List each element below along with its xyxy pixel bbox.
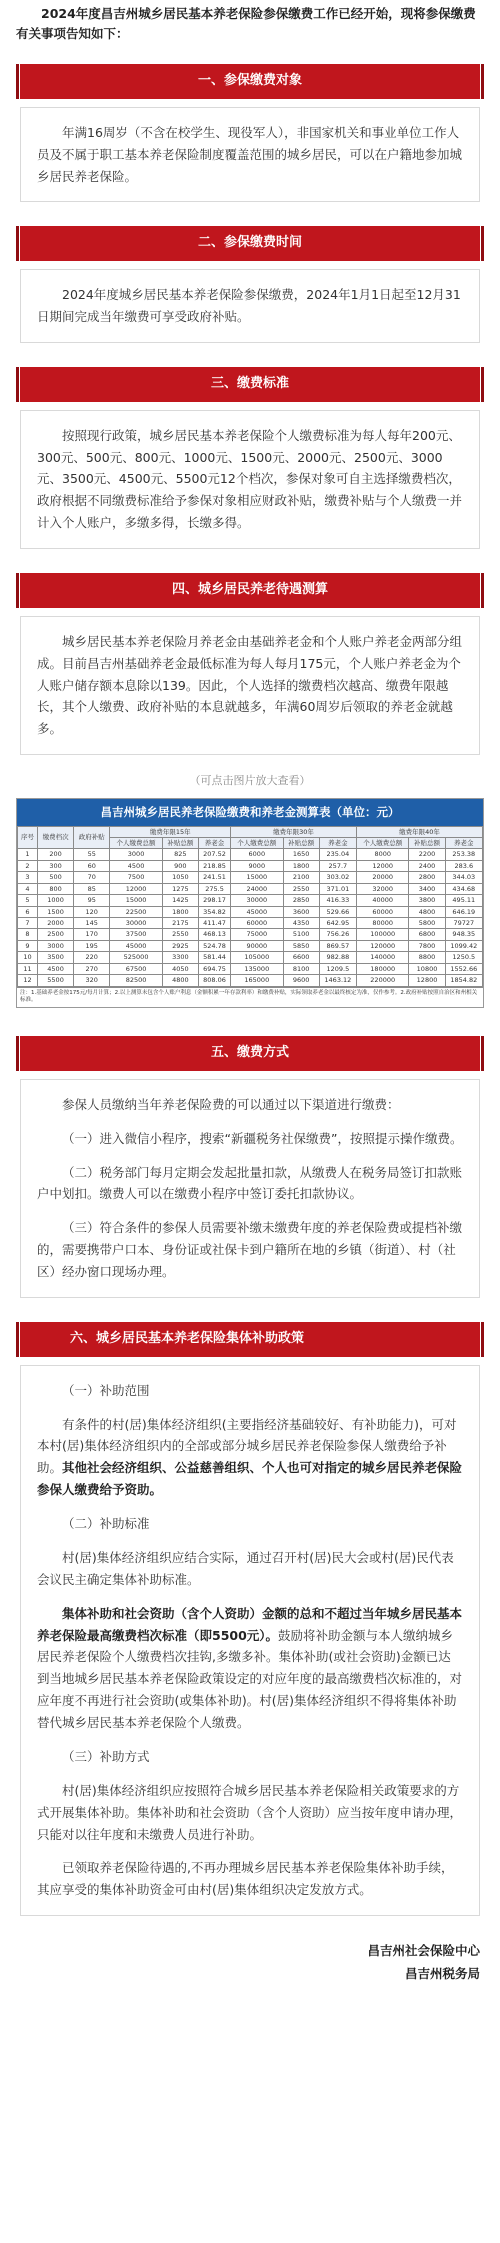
table-cell: 5100 [283,929,319,940]
table-cell: 1552.66 [445,963,482,974]
table-cell: 1099.42 [445,940,482,951]
table-cell: 5800 [409,918,445,929]
table-cell: 7500 [110,872,162,883]
table-note: 注：1.基础养老金按175元/每月计算；2.以上测算未包含个人账户利息（金额积累一年存款利率）和缴费补贴，实际领取养老金以最终核定为准，仅作参考。2.政府补贴按照自治区和州相关标准。 [17,987,483,1007]
table-cell: 869.57 [319,940,356,951]
signature-line-1: 昌吉州社会保险中心 [367,1943,480,1959]
section-title-2: 二、参保缴费时间 [20,226,480,261]
table-cell: 145 [74,918,110,929]
table-cell: 3000 [110,849,162,860]
section-6-text-1 [37,1414,463,1502]
th-no: 序号 [18,826,38,849]
table-cell: 9000 [231,860,283,871]
section-6-text-2: 村(居)集体经济组织应结合实际，通过召开村(居)民大会或村(居)民代表会议民主确定集体补助标准。 [37,1549,454,1587]
table-cell: 3500 [37,952,73,963]
table-cell: 524.78 [198,940,230,951]
table-cell: 6000 [231,849,283,860]
section-2-text: 2024年度城乡居民基本养老保险参保缴费，2024年1月1日起至12月31日期间完成当年缴费可享受政府补贴。 [37,287,461,324]
image-hint: （可点击图片放大查看） [189,774,311,788]
th-30-c: 养老金 [319,837,356,848]
table-cell: 135000 [231,963,283,974]
th-40-a: 个人缴费总额 [357,837,409,848]
table-cell: 6600 [283,952,319,963]
table-cell: 12000 [357,860,409,871]
signature-line-2: 昌吉州税务局 [404,1965,480,1981]
section-title-3: 三、缴费标准 [20,367,480,402]
section-box-4 [20,616,480,755]
table-cell: 85 [74,883,110,894]
table-cell: 120 [74,906,110,917]
table-cell: 30000 [110,918,162,929]
section-5-text-3: （三）符合条件的参保人员需要补缴未缴费年度的养老保险费或提档补缴的，需要携带户口本、身份证或社保卡到户籍所在地的乡镇（街道）、村（社区）经办窗口现场办理。 [37,1220,463,1279]
table-cell: 298.17 [198,895,230,906]
table-cell: 4050 [162,963,198,974]
table-cell: 180000 [357,963,409,974]
table-cell: 218.85 [198,860,230,871]
table-cell: 2100 [283,872,319,883]
table-cell: 90000 [231,940,283,951]
table-cell: 948.35 [445,929,482,940]
table-cell: 40000 [357,895,409,906]
section-1-text: 年满16周岁（不含在校学生、现役军人），非国家机关和事业单位工作人员及不属于职工基本养老保险制度覆盖范围的城乡居民，可以在户籍地参加城乡居民养老保险。 [37,124,463,184]
section-box-6 [20,1365,480,1917]
section-box-5 [20,1079,480,1298]
table-cell: 79727 [445,918,482,929]
table-cell: 4500 [37,963,73,974]
table-row [18,963,483,974]
table-cell: 1650 [283,849,319,860]
table-cell: 257.7 [319,860,356,871]
pension-table [17,826,483,987]
th-15-c: 养老金 [198,837,230,848]
th-tier: 缴费档次 [37,826,73,849]
table-title: 昌吉州城乡居民养老保险缴费和养老金测算表（单位：元） [17,799,483,825]
table-cell: 12800 [409,975,445,986]
table-cell: 60 [74,860,110,871]
th-15-a: 个人缴费总额 [110,837,162,848]
section-6-text-5: 已领取养老保险待遇的,不再办理城乡居民基本养老保险集体补助手续，其应享受的集体补助资金可由村(居)集体组织决定发放方式。 [37,1860,454,1898]
table-cell: 8800 [409,952,445,963]
section-title-5: 五、缴费方式 [20,1036,480,1071]
table-cell: 105000 [231,952,283,963]
table-cell: 416.33 [319,895,356,906]
table-cell: 170 [74,929,110,940]
table-cell: 75000 [231,929,283,940]
table-cell: 694.75 [198,963,230,974]
table-cell: 3300 [162,952,198,963]
intro-text: 2024年度昌吉州城乡居民基本养老保险参保缴费工作已经开始，现将参保缴费有关事项告知如下： [16,6,476,41]
table-cell: 2500 [37,929,73,940]
th-40-b: 补贴总额 [409,837,445,848]
table-cell: 646.19 [445,906,482,917]
section-6-sub-1: （一）补助范围 [62,1382,150,1398]
table-cell: 165000 [231,975,283,986]
table-cell: 825 [162,849,198,860]
table-cell: 434.68 [445,883,482,894]
table-cell: 7 [18,918,38,929]
table-cell: 800 [37,883,73,894]
section-3-text: 按照现行政策，城乡居民基本养老保险个人缴费标准为每人每年200元、300元、500元、800元、1000元、1500元、2000元、2500元、3000元、3500元、4500元、5500元12个档次，参保对象可自主选择缴费档次，政府根据不同缴费标准给予参保对象相应财政补贴，缴费补贴与个人缴费一并计入个人账户，多缴多得，长缴多得。 [37,427,463,531]
section-6-text-3 [37,1603,463,1734]
table-cell: 2850 [283,895,319,906]
table-cell: 1000 [37,895,73,906]
table-row [18,940,483,951]
table-cell: 6800 [409,929,445,940]
table-cell: 3600 [283,906,319,917]
table-cell: 9 [18,940,38,951]
table-cell: 371.01 [319,883,356,894]
table-cell: 2200 [409,849,445,860]
section-6-text-3a: 集体补助和社会资助（含个人资助）金额的总和不超过当年城乡居民基本养老保险最高缴费档次标准（即5500元）。 [37,1605,463,1643]
table-cell: 1854.82 [445,975,482,986]
section-box-1 [20,107,480,203]
table-cell: 11 [18,963,38,974]
table-cell: 22500 [110,906,162,917]
table-cell: 220 [74,952,110,963]
table-cell: 24000 [231,883,283,894]
table-cell: 3400 [409,883,445,894]
table-cell: 303.02 [319,872,356,883]
section-5-text-1: （一）进入微信小程序，搜索“新疆税务社保缴费”，按照提示操作缴费。 [62,1130,463,1146]
table-cell: 4350 [283,918,319,929]
table-cell: 5 [18,895,38,906]
table-cell: 67500 [110,963,162,974]
table-cell: 195 [74,940,110,951]
section-title-4: 四、城乡居民养老待遇测算 [20,573,480,608]
table-cell: 3800 [409,895,445,906]
pension-table-image[interactable] [16,798,484,1008]
section-box-2 [20,269,480,343]
section-4-text: 城乡居民基本养老保险月养老金由基础养老金和个人账户养老金两部分组成。目前昌吉州基础养老金最低标准为每人每月175元，个人账户养老金为个人账户储存额本息除以139。因此，个人选择的缴费档次越高、缴费年限越长，其个人缴费、政府补贴的本息就越多，年满60周岁后领取的养老金就越多。 [37,633,463,737]
table-cell: 283.6 [445,860,482,871]
table-cell: 235.04 [319,849,356,860]
table-row [18,849,483,860]
table-cell: 4500 [110,860,162,871]
section-title-6: 六、城乡居民基本养老保险集体补助政策 [20,1322,480,1357]
table-row [18,906,483,917]
table-cell: 270 [74,963,110,974]
table-cell: 529.66 [319,906,356,917]
table-cell: 495.11 [445,895,482,906]
table-cell: 1250.5 [445,952,482,963]
th-15-b: 补贴总额 [162,837,198,848]
table-cell: 200 [37,849,73,860]
section-6-text-1a: 有条件的村(居)集体经济组织(主要指经济基础较好、有补助能力)，可对本村(居)集体经济组织内的全部或部分城乡居民养老保险参保人缴费给予补助。 [37,1416,457,1476]
table-cell: 1425 [162,895,198,906]
table-cell: 241.51 [198,872,230,883]
table-cell: 4800 [409,906,445,917]
table-cell: 80000 [357,918,409,929]
table-row [18,975,483,986]
table-cell: 45000 [231,906,283,917]
table-cell: 1463.12 [319,975,356,986]
section-6-sub-3: （三）补助方式 [62,1748,150,1764]
table-row [18,895,483,906]
table-cell: 2175 [162,918,198,929]
table-cell: 8000 [357,849,409,860]
table-cell: 207.52 [198,849,230,860]
th-40-c: 养老金 [445,837,482,848]
table-row [18,860,483,871]
table-cell: 1500 [37,906,73,917]
table-cell: 100000 [357,929,409,940]
table-cell: 756.26 [319,929,356,940]
table-cell: 354.82 [198,906,230,917]
table-cell: 1050 [162,872,198,883]
table-cell: 10800 [409,963,445,974]
table-cell: 300 [37,860,73,871]
table-cell: 10 [18,952,38,963]
table-row [18,883,483,894]
table-cell: 900 [162,860,198,871]
table-cell: 1209.5 [319,963,356,974]
table-cell: 82500 [110,975,162,986]
signature [16,1940,484,1985]
th-30: 缴费年限30年 [231,826,357,837]
table-cell: 60000 [231,918,283,929]
table-cell: 411.47 [198,918,230,929]
table-cell: 1 [18,849,38,860]
th-30-b: 补贴总额 [283,837,319,848]
section-6-text-4: 村(居)集体经济组织应按照符合城乡居民基本养老保险相关政策要求的方式开展集体补助。集体补助和社会资助（含个人资助）应当按年度申请办理，只能对以往年度和未缴费人员进行补助。 [37,1782,463,1842]
table-cell: 344.03 [445,872,482,883]
table-cell: 30000 [231,895,283,906]
table-cell: 2400 [409,860,445,871]
table-cell: 20000 [357,872,409,883]
table-cell: 642.95 [319,918,356,929]
table-cell: 808.06 [198,975,230,986]
section-6-text-3b: 鼓励将补助金额与本人缴纳城乡居民养老保险个人缴费档次挂钩,多缴多补。集体补助(或社会资助)金额已达到当地城乡居民基本养老保险政策设定的对应年度的最高缴费档次标准的，对应年度不再进行社会资助(或集体补助)。村(居)集体经济组织不得将集体补助替代城乡居民基本养老保险个人缴费。 [37,1627,463,1730]
table-row [18,918,483,929]
table-cell: 45000 [110,940,162,951]
table-cell: 220000 [357,975,409,986]
section-title-1: 一、参保缴费对象 [20,64,480,99]
table-cell: 140000 [357,952,409,963]
table-cell: 120000 [357,940,409,951]
table-cell: 982.88 [319,952,356,963]
table-cell: 2550 [162,929,198,940]
table-cell: 5850 [283,940,319,951]
table-cell: 8 [18,929,38,940]
table-body [18,849,483,986]
section-box-3 [20,410,480,549]
table-cell: 15000 [110,895,162,906]
table-cell: 4 [18,883,38,894]
section-5-text-0: 参保人员缴纳当年养老保险费的可以通过以下渠道进行缴费： [62,1096,400,1112]
table-cell: 1275 [162,883,198,894]
table-cell: 12 [18,975,38,986]
table-cell: 15000 [231,872,283,883]
th-40: 缴费年限40年 [357,826,483,837]
table-cell: 3000 [37,940,73,951]
table-cell: 2 [18,860,38,871]
section-6-text-1b: 其他社会经济组织、公益慈善组织、个人也可对指定的城乡居民养老保险参保人缴费给予资助。 [37,1460,463,1498]
table-cell: 95 [74,895,110,906]
table-cell: 2550 [283,883,319,894]
table-cell: 2800 [409,872,445,883]
section-6-sub-2: （二）补助标准 [62,1516,150,1531]
table-cell: 8100 [283,963,319,974]
table-cell: 253.38 [445,849,482,860]
table-cell: 3 [18,872,38,883]
table-cell: 60000 [357,906,409,917]
table-cell: 12000 [110,883,162,894]
table-cell: 1800 [283,860,319,871]
table-cell: 320 [74,975,110,986]
table-cell: 4800 [162,975,198,986]
table-row [18,929,483,940]
table-cell: 32000 [357,883,409,894]
table-row [18,872,483,883]
table-cell: 525000 [110,952,162,963]
table-cell: 5500 [37,975,73,986]
table-cell: 1800 [162,906,198,917]
table-cell: 275.5 [198,883,230,894]
table-cell: 55 [74,849,110,860]
table-cell: 70 [74,872,110,883]
th-15: 缴费年限15年 [110,826,231,837]
th-30-a: 个人缴费总额 [231,837,283,848]
section-5-text-2: （二）税务部门每月定期会发起批量扣款，从缴费人在税务局签订扣款账户中划扣。缴费人可以在缴费小程序中签订委托扣款协议。 [37,1164,463,1202]
table-cell: 581.44 [198,952,230,963]
table-cell: 468.13 [198,929,230,940]
table-cell: 7800 [409,940,445,951]
table-cell: 6 [18,906,38,917]
table-cell: 37500 [110,929,162,940]
table-cell: 500 [37,872,73,883]
table-row [18,952,483,963]
table-cell: 9600 [283,975,319,986]
th-gov: 政府补贴 [74,826,110,849]
table-cell: 2925 [162,940,198,951]
table-cell: 2000 [37,918,73,929]
